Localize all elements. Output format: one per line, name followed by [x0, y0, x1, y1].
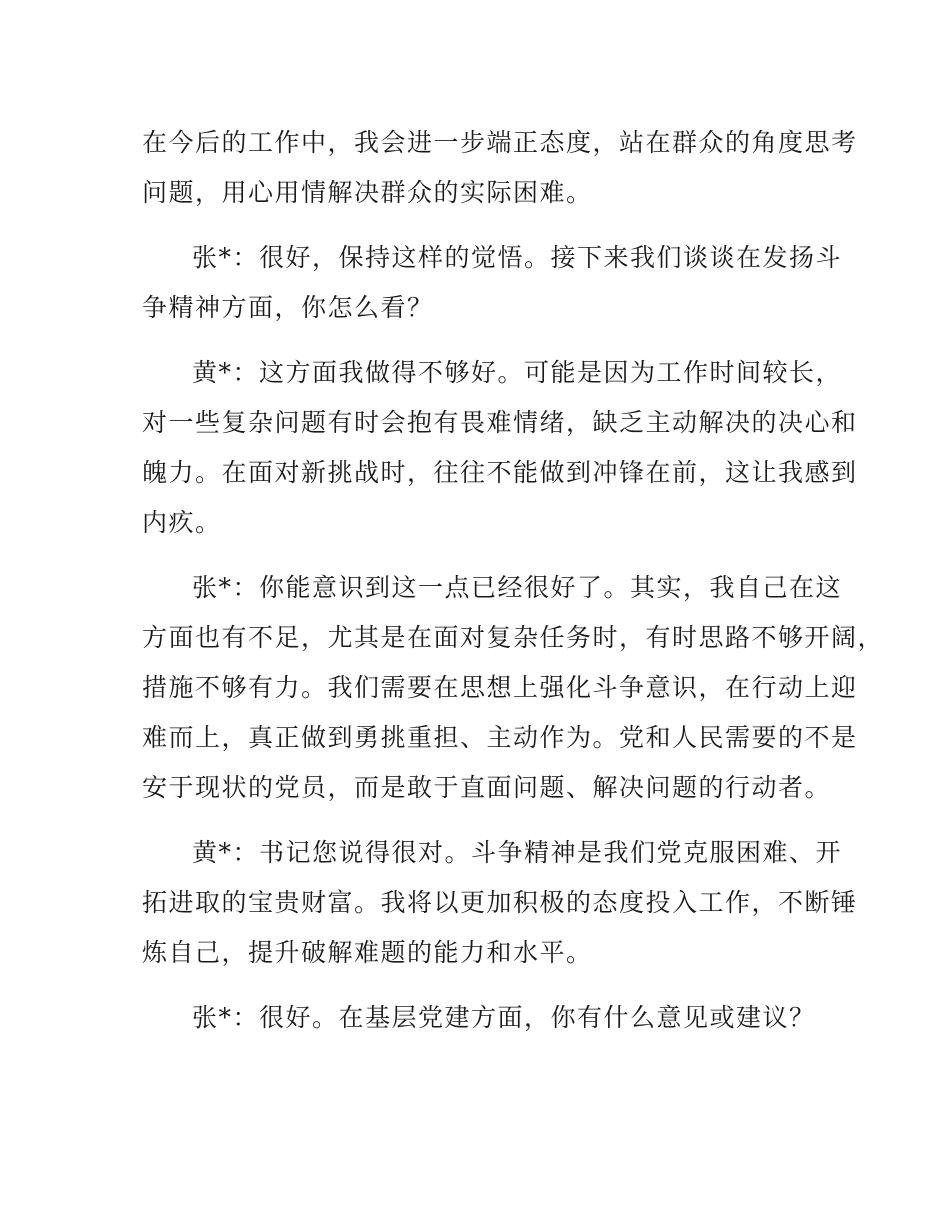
text-line: 在今后的工作中，我会进一步端正态度，站在群众的角度思考 — [142, 128, 858, 157]
text-line: 黄*：这方面我做得不够好。可能是因为工作时间较长， — [192, 358, 843, 387]
text-line: 内疚。 — [142, 508, 222, 537]
text-line: 魄力。在面对新挑战时，往往不能做到冲锋在前，这让我感到 — [142, 458, 858, 487]
text-line: 黄*：书记您说得很对。斗争精神是我们党克服困难、开 — [192, 838, 843, 867]
text-line: 安于现状的党员，而是敢于直面问题、解决问题的行动者。 — [142, 773, 832, 802]
text-line: 张*：你能意识到这一点已经很好了。其实，我自己在这 — [192, 573, 843, 602]
text-line: 方面也有不足，尤其是在面对复杂任务时，有时思路不够开阔， — [142, 623, 885, 652]
text-line: 对一些复杂问题有时会抱有畏难情绪，缺乏主动解决的决心和 — [142, 408, 858, 437]
text-line: 张*：很好。在基层党建方面，你有什么意见或建议？ — [192, 1003, 816, 1032]
text-line: 问题，用心用情解决群众的实际困难。 — [142, 178, 593, 207]
text-line: 争精神方面，你怎么看？ — [142, 293, 434, 322]
text-line: 难而上，真正做到勇挑重担、主动作为。党和人民需要的不是 — [142, 723, 858, 752]
text-line: 炼自己，提升破解难题的能力和水平。 — [142, 938, 593, 967]
text-line: 措施不够有力。我们需要在思想上强化斗争意识，在行动上迎 — [142, 673, 858, 702]
text-line: 张*：很好，保持这样的觉悟。接下来我们谈谈在发扬斗 — [192, 243, 843, 272]
text-line: 拓进取的宝贵财富。我将以更加积极的态度投入工作，不断锤 — [142, 888, 858, 917]
